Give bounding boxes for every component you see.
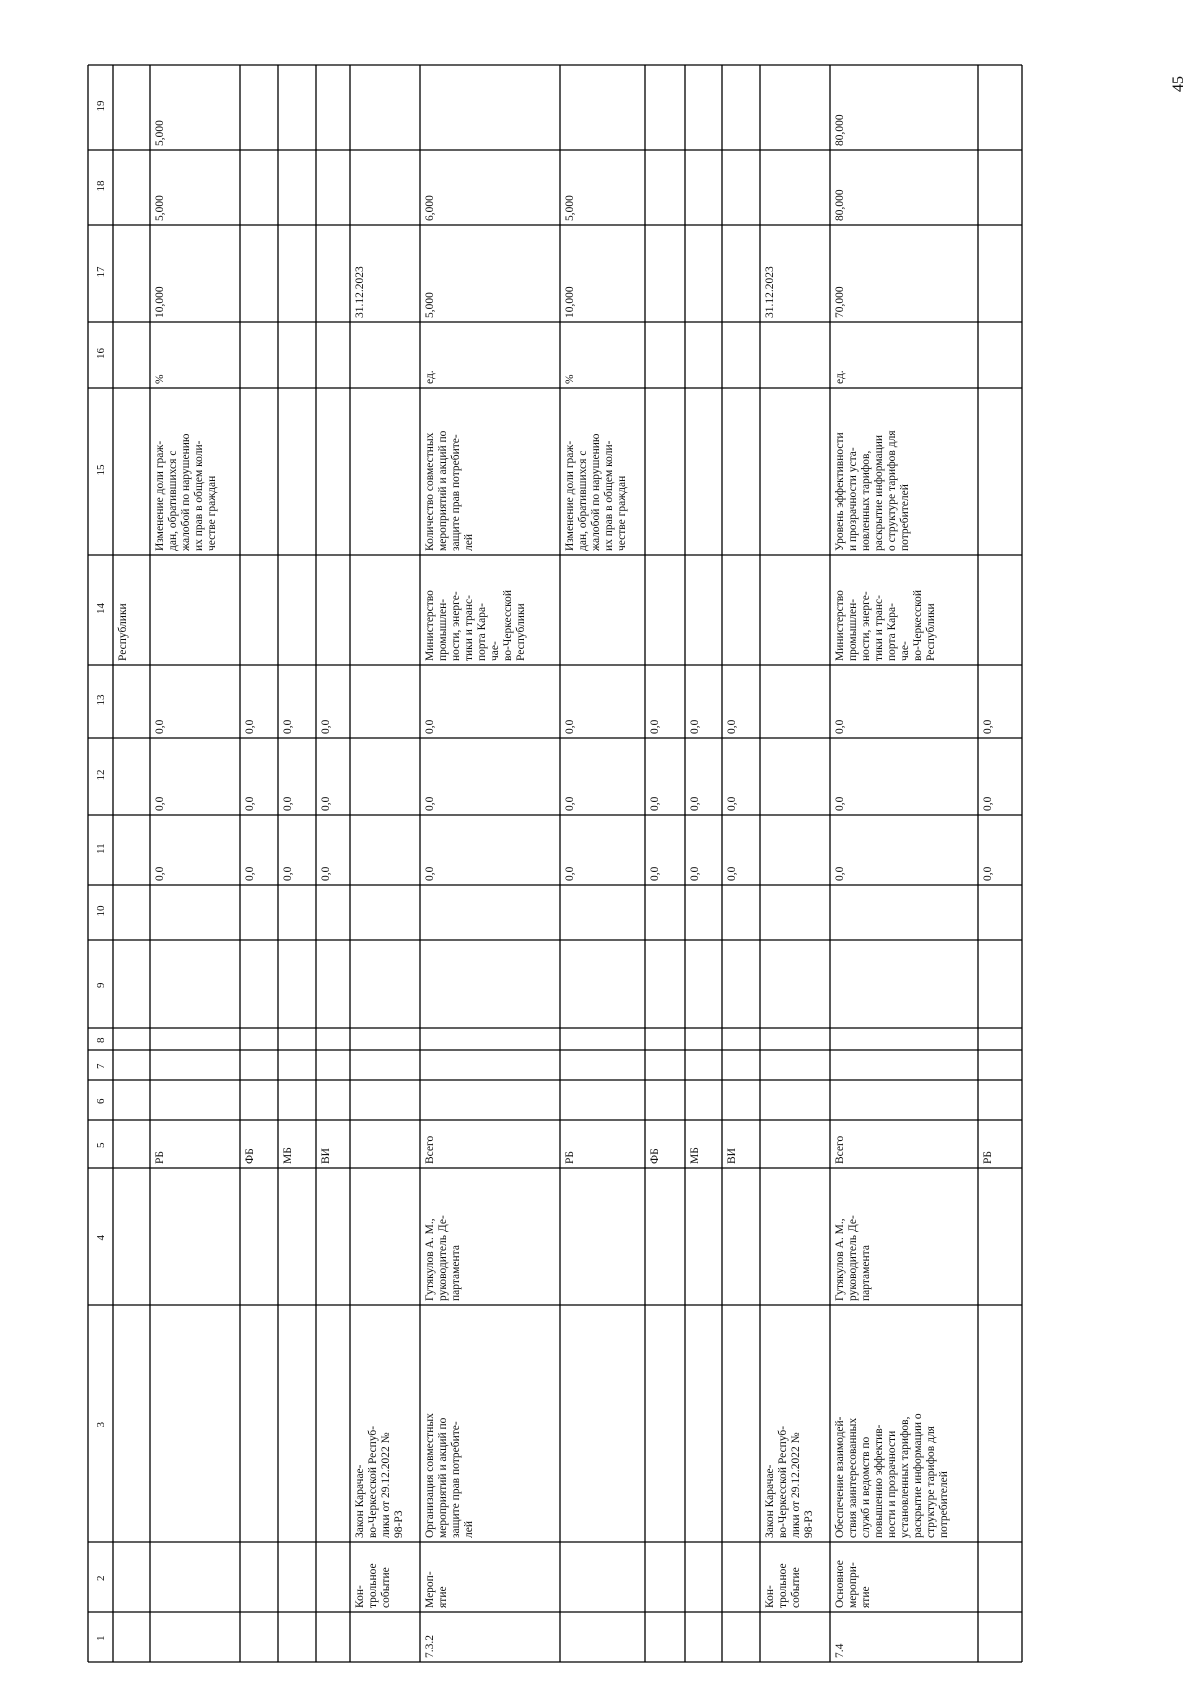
column-number: 8 (95, 1037, 107, 1043)
cell-text: Мероп-ятие (424, 1571, 449, 1608)
cell-text: 0,0 (649, 866, 661, 881)
cell-text: РБ (564, 1151, 576, 1164)
cell-text: 0,0 (564, 719, 576, 734)
cell-text: 0,0 (244, 719, 256, 734)
cell-text: 7.3.2 (424, 1635, 436, 1658)
column-number: 18 (95, 180, 107, 192)
cell-text: Количество совместныхмероприятий и акций позащите прав потребите-лей (424, 430, 475, 551)
cell-text: 0,0 (244, 866, 256, 881)
cell-text: 0,0 (726, 866, 738, 881)
cell-text: ФБ (244, 1148, 256, 1164)
cell-text: 80,000 (834, 114, 846, 146)
cell-text: 0,0 (982, 796, 994, 811)
cell-text: Уровень эффективностии прозрачности уста-новленных тарифов,раскрытие информациио структуре тарифов дляпотребителей (834, 430, 911, 551)
column-number: 4 (95, 1235, 107, 1241)
table-text (95, 100, 994, 1658)
cell-text: 7.4 (834, 1643, 846, 1658)
cell-text: 0,0 (320, 866, 332, 881)
column-number: 6 (95, 1098, 107, 1104)
cell-text: 0,0 (424, 719, 436, 734)
table-grid (88, 65, 1022, 1662)
cell-text: 6,000 (424, 195, 436, 221)
cell-text: 5,000 (424, 292, 436, 318)
cell-text: 70,000 (834, 286, 846, 318)
column-number: 16 (95, 348, 107, 359)
cell-text: Организация совместныхмероприятий и акций позащите прав потребите-лей (424, 1413, 475, 1538)
cell-text: 0,0 (689, 719, 701, 734)
cell-text: 0,0 (154, 796, 166, 811)
cell-text: 0,0 (154, 719, 166, 734)
cell-text: 80,000 (834, 189, 846, 221)
cell-text: 0,0 (424, 866, 436, 881)
cell-text: 0,0 (320, 719, 332, 734)
cell-text: 0,0 (282, 796, 294, 811)
cell-text: 0,0 (282, 719, 294, 734)
cell-text: 31.12.2023 (354, 266, 366, 318)
cell-text: ФБ (649, 1148, 661, 1164)
cell-text: ед. (834, 370, 846, 384)
cell-text: 5,000 (564, 195, 576, 221)
cell-text: 0,0 (564, 796, 576, 811)
cell-text: 0,0 (982, 866, 994, 881)
column-number: 12 (95, 769, 107, 781)
cell-text: 0,0 (726, 796, 738, 811)
cell-text: 0,0 (282, 866, 294, 881)
cell-text: ед. (424, 370, 436, 384)
cell-text: Республики (117, 603, 129, 661)
cell-text: 0,0 (244, 796, 256, 811)
column-number: 9 (95, 982, 107, 988)
cell-text: МБ (282, 1147, 294, 1164)
cell-text: 0,0 (649, 796, 661, 811)
cell-text: Изменение доли граж-дан, обратившихся сжалобой по нарушениюих прав в общем коли-честве граждан (564, 433, 628, 551)
cell-text: 5,000 (154, 120, 166, 146)
column-number: 17 (95, 266, 107, 278)
cell-text: Гутякулов А. М.,руководитель Де-партамента (424, 1215, 462, 1301)
cell-text: Обеспечение взаимодей-ствия заинтересованныхслужб и ведомств поповышению эффектив-ности и прозрачностиустановленных тарифов,раскрытие информации оструктуре тарифов дляпотребителей (834, 1413, 950, 1538)
cell-text: 0,0 (689, 796, 701, 811)
cell-text: 0,0 (834, 719, 846, 734)
cell-text: 0,0 (424, 796, 436, 811)
column-number: 2 (95, 1575, 107, 1581)
cell-text: Основноемеропри-ятие (834, 1560, 872, 1608)
column-number: 3 (95, 1422, 107, 1428)
cell-text: МБ (689, 1147, 701, 1164)
cell-text: Кон-трольноесобытие (354, 1563, 392, 1608)
column-number: 5 (95, 1142, 107, 1148)
cell-text: 31.12.2023 (764, 266, 776, 318)
cell-text: 0,0 (649, 719, 661, 734)
cell-text: 0,0 (982, 719, 994, 734)
column-number: 11 (95, 843, 107, 854)
cell-text: % (564, 374, 576, 384)
cell-text: Закон Карачае-во-Черкесской Респуб-лики от 29.12.2022 №98-РЗ (764, 1425, 815, 1538)
cell-text: 0,0 (320, 796, 332, 811)
cell-text: 0,0 (154, 866, 166, 881)
cell-text: ВИ (726, 1148, 738, 1164)
cell-text: Всего (424, 1135, 436, 1164)
cell-text: 0,0 (689, 866, 701, 881)
cell-text: Министерствопромышлен-ности, энерге-тики и транс-порта Кара-чае-во-ЧеркесскойРеспублики (834, 589, 937, 661)
cell-text: 0,0 (726, 719, 738, 734)
column-number: 13 (95, 694, 107, 706)
cell-text: РБ (982, 1151, 994, 1164)
column-number: 15 (95, 464, 107, 476)
cell-text: Изменение доли граж-дан, обратившихся сжалобой по нарушениюих прав в общем коли-честве граждан (154, 433, 218, 551)
cell-text: 0,0 (834, 866, 846, 881)
cell-text: Всего (834, 1135, 846, 1164)
cell-text: РБ (154, 1151, 166, 1164)
cell-text: 0,0 (564, 866, 576, 881)
column-number: 1 (95, 1635, 107, 1641)
column-number: 10 (95, 905, 107, 917)
cell-text: Гутякулов А. М.,руководитель Де-партамента (834, 1215, 872, 1301)
page-number: 45 (1170, 76, 1187, 92)
cell-text: 0,0 (834, 796, 846, 811)
cell-text: % (154, 374, 166, 384)
cell-text: ВИ (320, 1148, 332, 1164)
cell-text: Министерствопромышлен-ности, энерге-тики и транс-порта Кара-чае-во-ЧеркесскойРеспублики (424, 589, 527, 661)
cell-text: 5,000 (154, 195, 166, 221)
column-number: 19 (95, 100, 107, 112)
cell-text: 10,000 (564, 286, 576, 318)
cell-text: Кон-трольноесобытие (764, 1563, 802, 1608)
column-number: 7 (95, 1063, 107, 1069)
column-number: 14 (95, 603, 107, 614)
cell-text: Закон Карачае-во-Черкесской Респуб-лики от 29.12.2022 №98-РЗ (354, 1425, 405, 1538)
cell-text: 10,000 (154, 286, 166, 318)
